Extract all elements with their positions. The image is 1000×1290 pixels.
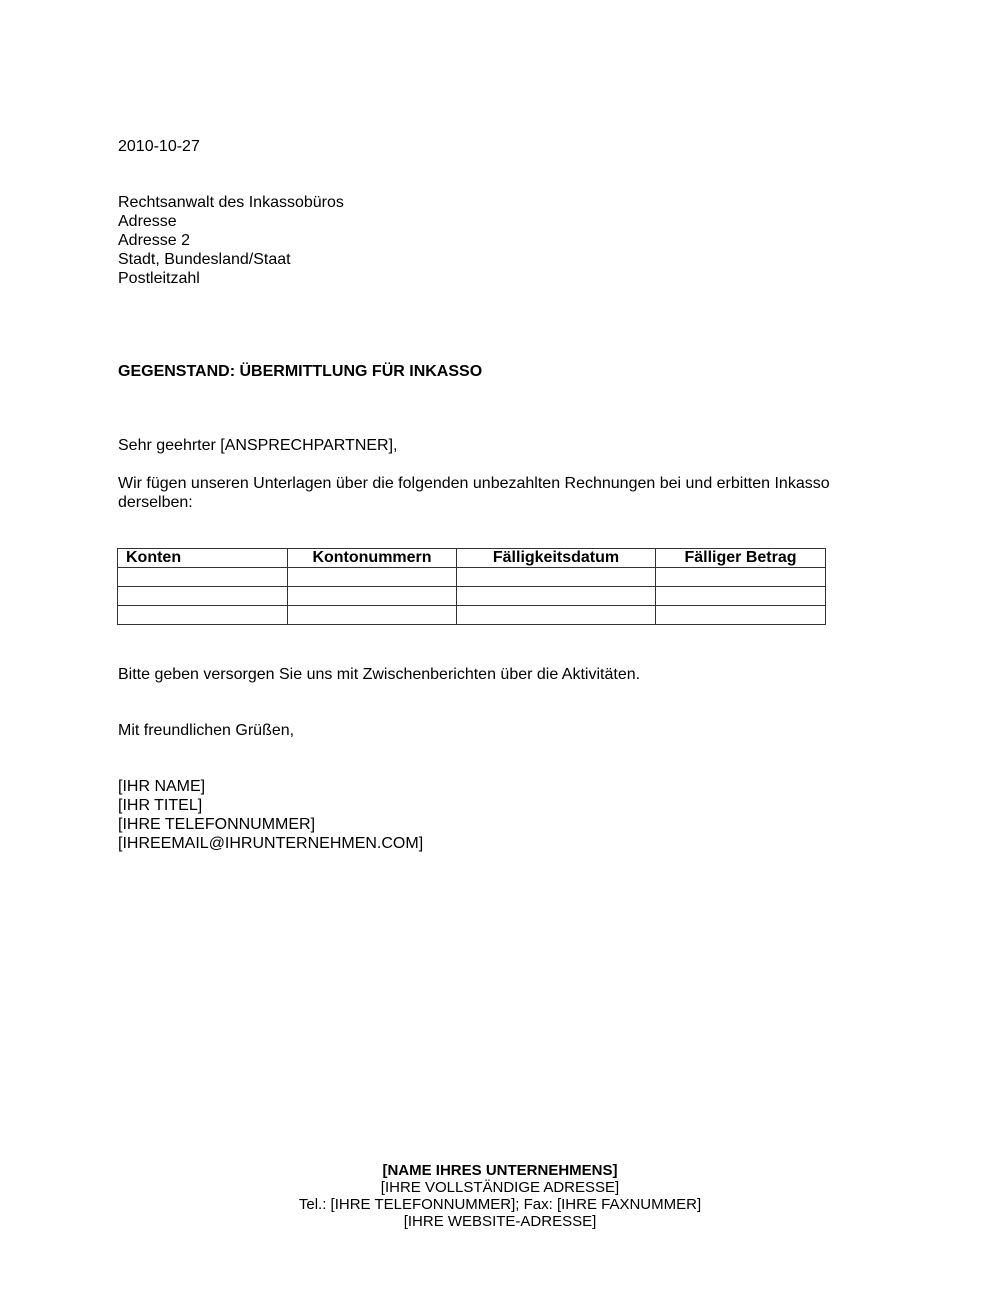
request-paragraph: Bitte geben versorgen Sie uns mit Zwischenberichten über die Aktivitäten. <box>118 666 641 683</box>
column-header-accounts: Konten <box>118 549 288 568</box>
column-header-due-date: Fälligkeitsdatum <box>457 549 656 568</box>
table-cell <box>118 568 288 587</box>
column-header-account-numbers: Kontonummern <box>288 549 457 568</box>
letter-date: 2010-10-27 <box>118 138 200 155</box>
table-cell <box>656 568 826 587</box>
salutation: Sehr geehrter [ANSPRECHPARTNER], <box>118 437 398 454</box>
table-cell <box>457 606 656 625</box>
table-cell <box>288 587 457 606</box>
footer-company-name: [NAME IHRES UNTERNEHMENS] <box>382 1162 618 1179</box>
closing: Mit freundlichen Grüßen, <box>118 722 295 739</box>
sender-phone: [IHRE TELEFONNUMMER] <box>118 816 316 833</box>
recipient-address-line-1: Adresse <box>118 213 177 230</box>
sender-email: [IHREEMAIL@IHRUNTERNEHMEN.COM] <box>118 835 424 852</box>
table-row <box>118 568 826 587</box>
table-cell <box>457 568 656 587</box>
table-cell <box>288 606 457 625</box>
table-header-row <box>118 549 826 568</box>
table-cell <box>656 587 826 606</box>
subject-line: GEGENSTAND: ÜBERMITTLUNG FÜR INKASSO <box>118 363 483 380</box>
recipient-city-state: Stadt, Bundesland/Staat <box>118 251 291 268</box>
sender-title: [IHR TITEL] <box>118 797 203 814</box>
intro-paragraph: Wir fügen unseren Unterlagen über die folgenden unbezahlten Rechnungen bei und erbitten Inkasso derselben: <box>118 475 830 511</box>
table-cell <box>118 606 288 625</box>
footer-address: [IHRE VOLLSTÄNDIGE ADRESSE] <box>380 1179 620 1196</box>
recipient-address-block <box>118 193 344 288</box>
table-cell <box>457 587 656 606</box>
recipient-address-line-2: Adresse 2 <box>118 232 191 249</box>
table-cell <box>656 606 826 625</box>
table-cell <box>288 568 457 587</box>
sender-name: [IHR NAME] <box>118 778 206 795</box>
unpaid-invoices-table <box>117 548 826 625</box>
recipient-postal-code: Postleitzahl <box>118 270 200 287</box>
table-cell <box>118 587 288 606</box>
column-header-amount-due: Fälliger Betrag <box>656 549 826 568</box>
recipient-name: Rechtsanwalt des Inkassobüros <box>118 194 344 211</box>
table-row <box>118 606 826 625</box>
signature-block <box>118 777 423 853</box>
footer-contact: Tel.: [IHRE TELEFONNUMMER]; Fax: [IHRE FAXNUMMER] <box>298 1196 702 1213</box>
table-row <box>118 587 826 606</box>
letterhead-footer <box>0 1162 1000 1230</box>
footer-website: [IHRE WEBSITE-ADRESSE] <box>403 1213 597 1230</box>
